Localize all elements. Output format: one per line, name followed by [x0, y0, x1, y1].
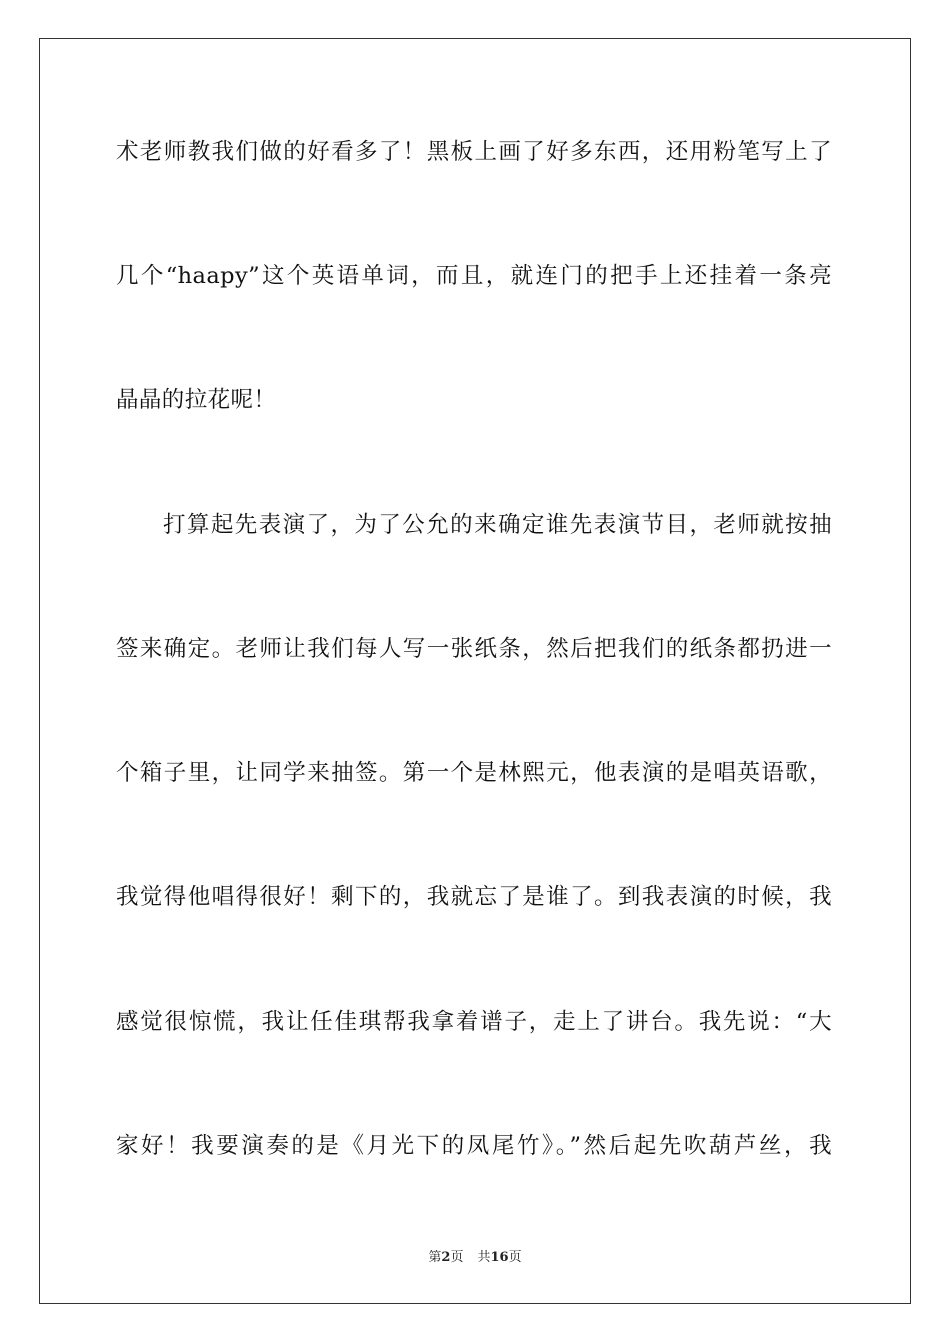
text-line-7: 我觉得他唱得很好！剩下的，我就忘了是谁了。到我表演的时候，我 — [116, 884, 832, 910]
text-line-6: 个箱子里，让同学来抽签。第一个是林熙元，他表演的是唱英语歌， — [116, 760, 832, 786]
text-line-5: 签来确定。老师让我们每人写一张纸条，然后把我们的纸条都扔进一 — [116, 636, 832, 662]
total-pages: 16 — [490, 1250, 509, 1265]
text-line-9: 家好！我要演奏的是《月光下的凤尾竹》。”然后起先吹葫芦丝，我 — [116, 1133, 832, 1159]
page-prefix: 第 — [428, 1250, 442, 1265]
page-border — [39, 38, 911, 1304]
total-prefix: 共 — [477, 1250, 491, 1265]
text-line-2: 几个“haapy”这个英语单词，而且，就连门的把手上还挂着一条亮 — [116, 263, 832, 289]
page-suffix: 页 — [450, 1250, 464, 1265]
text-line-4: 打算起先表演了，为了公允的来确定谁先表演节目，老师就按抽 — [163, 512, 832, 538]
text-line-3: 晶晶的拉花呢！ — [116, 387, 277, 413]
total-suffix: 页 — [508, 1250, 522, 1265]
page-footer — [0, 1246, 950, 1265]
text-line-8: 感觉很惊慌，我让任佳琪帮我拿着谱子，走上了讲台。我先说：“大 — [116, 1009, 832, 1035]
text-line-1: 术老师教我们做的好看多了！黑板上画了好多东西，还用粉笔写上了 — [116, 139, 832, 165]
page-number: 2 — [441, 1250, 451, 1265]
